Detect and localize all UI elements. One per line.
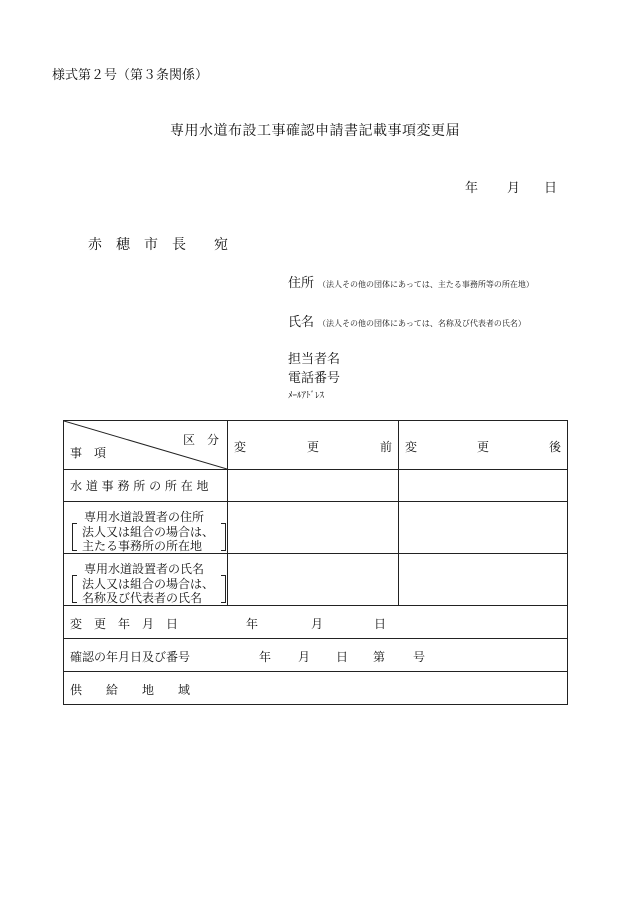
header-after: [399, 421, 568, 470]
installer-name-line2: 法人又は組合の場合は、: [82, 577, 215, 591]
email-label: ﾒｰﾙｱﾄﾞﾚｽ: [288, 391, 325, 401]
header-after-char: 後: [548, 440, 561, 454]
change-date-year: 年: [246, 617, 259, 631]
change-date-day: 日: [374, 617, 387, 631]
row-change-date[interactable]: [64, 606, 568, 639]
row-installer-address-label: [64, 502, 228, 554]
office-location-after-field[interactable]: [399, 470, 568, 502]
installer-address-before-field[interactable]: [228, 502, 399, 554]
date-line: [465, 177, 557, 196]
name-note: （法人その他の団体にあっては、名称及び代表者の氏名）: [318, 319, 526, 328]
row-office-location-label: 水 道 事 務 所 の 所 在 地: [64, 470, 228, 502]
office-location-before-field[interactable]: [228, 470, 399, 502]
date-year: 年: [465, 181, 479, 196]
confirmation-dai: 第: [373, 650, 386, 664]
confirmation-go: 号: [413, 650, 426, 664]
row-confirmation[interactable]: [64, 639, 568, 672]
header-before-char: 更: [306, 440, 319, 454]
header-jiko: 事 項: [70, 446, 107, 460]
name-label: 氏名: [288, 315, 315, 330]
installer-name-line3: 名称及び代表者の氏名: [82, 591, 203, 605]
confirmation-year: 年: [259, 650, 272, 664]
address-line: [288, 272, 534, 291]
change-date-month: 月: [311, 617, 324, 631]
installer-address-line3: 主たる事務所の所在地: [82, 539, 203, 553]
installer-address-after-field[interactable]: [399, 502, 568, 554]
row-supply-area[interactable]: [64, 672, 568, 705]
installer-name-bracket: [72, 575, 226, 603]
installer-name-after-field[interactable]: [399, 554, 568, 606]
confirmation-day: 日: [336, 650, 349, 664]
header-diagonal-cell: [64, 421, 228, 470]
header-before-char: 変: [234, 440, 247, 454]
document-title: 専用水道布設工事確認申請書記載事項変更届: [170, 123, 460, 139]
confirmation-label: 確認の年月日及び番号: [70, 650, 191, 664]
supply-area-label: 供 給 地 域: [70, 683, 191, 697]
header-before-char: 前: [379, 440, 392, 454]
installer-address-line2: 法人又は組合の場合は、: [82, 525, 215, 539]
contact-label: 担当者名: [288, 352, 341, 367]
row-installer-name-label: [64, 554, 228, 606]
confirmation-month: 月: [298, 650, 311, 664]
header-after-char: 変: [405, 440, 418, 454]
phone-label: 電話番号: [288, 371, 341, 386]
address-note: （法人その他の団体にあっては、主たる事務所等の所在地）: [318, 280, 534, 289]
installer-name-line1: 専用水道設置者の氏名: [84, 562, 205, 576]
installer-address-line1: 専用水道設置者の住所: [84, 510, 205, 524]
header-after-char: 更: [476, 440, 489, 454]
installer-name-before-field[interactable]: [228, 554, 399, 606]
change-date-label: 変 更 年 月 日: [70, 617, 179, 631]
addressee: 赤 穂 市 長 宛: [88, 237, 228, 253]
header-kubun: 区 分: [182, 433, 219, 447]
name-line: [288, 311, 526, 330]
date-day: 日: [544, 181, 558, 196]
form-number: 様式第２号（第３条関係）: [52, 68, 209, 83]
change-table: [63, 420, 568, 705]
installer-address-bracket: [72, 523, 226, 551]
address-label: 住所: [288, 276, 315, 291]
date-month: 月: [507, 181, 521, 196]
header-before: [228, 421, 399, 470]
